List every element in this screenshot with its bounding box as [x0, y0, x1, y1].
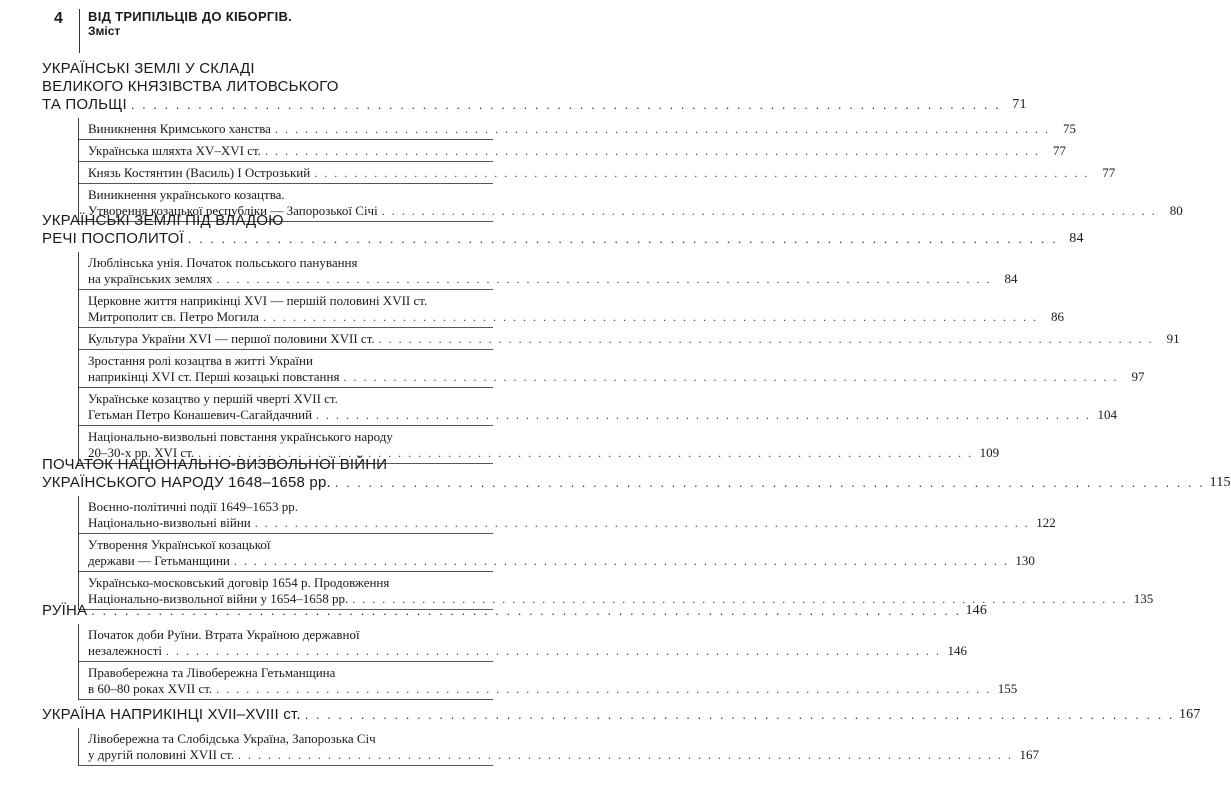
section-title-line: ВЕЛИКОГО КНЯЗІВСТВА ЛИТОВСЬКОГО	[42, 78, 339, 95]
dot-leader: . . . . . . . . . . . . . . . . . . . . . . . . . . . . . . . . . . . . . . . . . . . . . . . . . . . . . . . . . . . . . . . . . . . . . . . . . . . . . .	[304, 707, 1175, 722]
toc-entry[interactable]	[79, 140, 1066, 162]
page-number-ref: 130	[1015, 553, 1035, 568]
section-entries	[78, 496, 1154, 610]
section-title-last-text: РУЇНА	[42, 602, 88, 619]
entry-last-text: Утворення козацької республіки — Запорозької Січі	[88, 203, 378, 218]
entry-last-text: Національно-визвольні війни	[88, 515, 251, 530]
entry-last-row[interactable]	[88, 553, 1035, 569]
entry-last-row[interactable]	[88, 121, 1076, 137]
dot-leader: . . . . . . . . . . . . . . . . . . . . . . . . . . . . . . . . . . . . . . . . . . . . . . . . . . . . . . . . . . . . . . . . . . . . . . . . . . . . . .	[130, 97, 1001, 112]
section-title-last-row[interactable]	[42, 602, 988, 620]
section-title[interactable]	[42, 706, 1201, 724]
toc-section	[42, 456, 1231, 610]
entry-line: Люблінська унія. Початок польського панування	[88, 255, 358, 270]
entry-last-row[interactable]	[88, 681, 1018, 697]
entry-last-text: в 60–80 роках XVII ст.	[88, 681, 213, 696]
entry-last-row[interactable]	[88, 165, 1116, 181]
entry-last-text: Князь Костянтин (Василь) І Острозький	[88, 165, 311, 180]
section-title[interactable]	[42, 456, 1231, 492]
entry-line: Українсько-московський договір 1654 р. Продовження	[88, 575, 390, 590]
dot-leader: . . . . . . . . . . . . . . . . . . . . . . . . . . . . . . . . . . . . . . . . . . . . . . . . . . . . . . . . . . . . . . . . . . . . . . . . . . . . . .	[352, 592, 1128, 606]
toc-section	[42, 60, 1183, 222]
toc-entry[interactable]	[79, 624, 967, 662]
dot-leader: . . . . . . . . . . . . . . . . . . . . . . . . . . . . . . . . . . . . . . . . . . . . . . . . . . . . . . . . . . . . . . . . . . . . . . . . . . . . . .	[254, 516, 1030, 530]
entry-line: Правобережна та Лівобережна Гетьманщина	[88, 665, 336, 680]
dot-leader: . . . . . . . . . . . . . . . . . . . . . . . . . . . . . . . . . . . . . . . . . . . . . . . . . . . . . . . . . . . . . . . . . . . . . . . . . . . . . .	[378, 332, 1154, 346]
entry-line: Церковне життя наприкінці XVI — першій половині XVII ст.	[88, 293, 428, 308]
page-number-ref: 167	[1019, 747, 1039, 762]
toc-entry[interactable]	[79, 662, 1018, 700]
entry-line: Виникнення українського козацтва.	[88, 187, 285, 202]
page-number-ref: 71	[1012, 97, 1027, 112]
section-title-last-text: УКРАЇНСЬКОГО НАРОДУ 1648–1658 рр.	[42, 474, 331, 491]
entry-last-text: Культура України XVI — першої половини XVII ст.	[88, 331, 375, 346]
section-title-last-text: РЕЧІ ПОСПОЛИТОЇ	[42, 230, 184, 247]
entry-last-row[interactable]	[88, 309, 1064, 325]
entry-last-text: 20–30-х рр. XVI ст.	[88, 445, 195, 460]
toc-section	[42, 602, 1018, 700]
dot-leader: . . . . . . . . . . . . . . . . . . . . . . . . . . . . . . . . . . . . . . . . . . . . . . . . . . . . . . . . . . . . . . . . . . . . . . . . . . . . . .	[274, 122, 1050, 136]
toc-entry[interactable]	[79, 252, 1018, 290]
entry-last-text: держави — Гетьманщини	[88, 553, 230, 568]
page-number-ref: 77	[1052, 143, 1066, 158]
toc-entry[interactable]	[79, 118, 1076, 140]
entry-line: Національно-визвольні повстання українського народу	[88, 429, 393, 444]
section-entries	[78, 118, 1183, 222]
entry-line: Початок доби Руїни. Втрата Україною державної	[88, 627, 360, 642]
dot-leader: . . . . . . . . . . . . . . . . . . . . . . . . . . . . . . . . . . . . . . . . . . . . . . . . . . . . . . . . . . . . . . . . . . . . . . . . . . . . . .	[381, 204, 1157, 218]
dot-leader: . . . . . . . . . . . . . . . . . . . . . . . . . . . . . . . . . . . . . . . . . . . . . . . . . . . . . . . . . . . . . . . . . . . . . . . . . . . . . .	[316, 408, 1092, 422]
entry-last-text: Виникнення Кримського ханства	[88, 121, 271, 136]
page-number-ref: 109	[979, 445, 1000, 460]
section-title-last-row[interactable]	[42, 230, 1084, 248]
section-entries	[78, 624, 1018, 700]
page-number-ref: 104	[1097, 407, 1118, 422]
entry-line: Утворення Української козацької	[88, 537, 271, 552]
toc-section	[42, 706, 1201, 766]
dot-leader: . . . . . . . . . . . . . . . . . . . . . . . . . . . . . . . . . . . . . . . . . . . . . . . . . . . . . . . . . . . . . . . . . . . . . . . . . . . . . .	[187, 231, 1058, 246]
section-title-line: ПОЧАТОК НАЦІОНАЛЬНО-ВИЗВОЛЬНОЇ ВІЙНИ	[42, 456, 388, 473]
dot-leader: . . . . . . . . . . . . . . . . . . . . . . . . . . . . . . . . . . . . . . . . . . . . . . . . . . . . . . . . . . . . . . . . . . . . . . . . . . . . . .	[343, 370, 1119, 384]
page-number-ref: 97	[1131, 369, 1145, 384]
entry-last-row[interactable]	[88, 331, 1180, 347]
book-title: ВІД ТРИПІЛЬЦІВ ДО КІБОРГІВ.	[88, 9, 293, 24]
page-number-ref: 146	[965, 603, 988, 618]
toc-entry[interactable]	[79, 388, 1118, 426]
entry-line: Воєнно-політичні події 1649–1653 рр.	[88, 499, 299, 514]
toc-entry[interactable]	[79, 290, 1064, 328]
entry-last-text: наприкінці XVI ст. Перші козацькі повстання	[88, 369, 340, 384]
page-number-ref: 167	[1178, 707, 1201, 722]
section-entries	[78, 728, 1039, 766]
page-number-ref: 84	[1069, 231, 1084, 246]
section-title-line: УКРАЇНСЬКІ ЗЕМЛІ ПІД ВЛАДОЮ	[42, 212, 284, 229]
dot-leader: . . . . . . . . . . . . . . . . . . . . . . . . . . . . . . . . . . . . . . . . . . . . . . . . . . . . . . . . . . . . . . . . . . . . . . . . . . . . . .	[334, 475, 1205, 490]
page-number-ref: 115	[1209, 475, 1231, 490]
page-number-ref: 91	[1166, 331, 1180, 346]
dot-leader: . . . . . . . . . . . . . . . . . . . . . . . . . . . . . . . . . . . . . . . . . . . . . . . . . . . . . . . . . . . . . . . . . . . . . . . . . . . . . .	[166, 644, 941, 658]
page-number-ref: 84	[1004, 271, 1018, 286]
page-number-ref: 86	[1050, 309, 1064, 324]
toc-entry[interactable]	[79, 162, 1116, 184]
entry-last-text: на українських землях	[88, 271, 213, 286]
entry-last-text: у другій половині XVII ст.	[88, 747, 234, 762]
dot-leader: . . . . . . . . . . . . . . . . . . . . . . . . . . . . . . . . . . . . . . . . . . . . . . . . . . . . . . . . . . . . . . . . . . . . . . . . . . . . . .	[91, 603, 962, 618]
toc-entry[interactable]	[79, 534, 1035, 572]
page-number-ref: 122	[1036, 515, 1056, 530]
entry-last-row[interactable]	[88, 747, 1039, 763]
section-title-last-row[interactable]	[42, 96, 1027, 114]
entry-line: Зростання ролі козацтва в житті України	[88, 353, 313, 368]
section-title-last-text: ТА ПОЛЬЩІ	[42, 96, 127, 113]
section-entries	[78, 252, 1180, 464]
entry-last-text: Гетьман Петро Конашевич-Сагайдачний	[88, 407, 313, 422]
entry-last-row[interactable]	[88, 407, 1118, 423]
dot-leader: . . . . . . . . . . . . . . . . . . . . . . . . . . . . . . . . . . . . . . . . . . . . . . . . . . . . . . . . . . . . . . . . . . . . . . . . . . . . . .	[216, 682, 992, 696]
toc-section	[42, 212, 1180, 464]
dot-leader: . . . . . . . . . . . . . . . . . . . . . . . . . . . . . . . . . . . . . . . . . . . . . . . . . . . . . . . . . . . . . . . . . . . . . . . . . . . . . .	[216, 272, 992, 286]
toc-entry[interactable]	[79, 350, 1145, 388]
dot-leader: . . . . . . . . . . . . . . . . . . . . . . . . . . . . . . . . . . . . . . . . . . . . . . . . . . . . . . . . . . . . . . . . . . . . . . . . . . . . . .	[233, 554, 1009, 568]
entry-last-text: Національно-визвольної війни у 1654–1658 рр.	[88, 591, 349, 606]
toc-entry[interactable]	[79, 328, 1180, 350]
page-number-ref: 155	[997, 681, 1018, 696]
toc-entry[interactable]	[79, 728, 1039, 766]
section-title-last-row[interactable]	[42, 706, 1201, 724]
dot-leader: . . . . . . . . . . . . . . . . . . . . . . . . . . . . . . . . . . . . . . . . . . . . . . . . . . . . . . . . . . . . . . . . . . . . . . . . . . . . . .	[198, 446, 974, 460]
entry-line: Лівобережна та Слобідська Україна, Запорозька Січ	[88, 731, 376, 746]
page-number: 4	[54, 10, 63, 27]
entry-last-text: Митрополит св. Петро Могила	[88, 309, 259, 324]
book-subtitle: Зміст	[88, 24, 121, 38]
dot-leader: . . . . . . . . . . . . . . . . . . . . . . . . . . . . . . . . . . . . . . . . . . . . . . . . . . . . . . . . . . . . . . . . . . . . . . . . . . . . . .	[314, 166, 1090, 180]
section-title[interactable]	[42, 602, 988, 620]
section-title[interactable]	[42, 212, 1084, 248]
toc-entry[interactable]	[79, 496, 1056, 534]
entry-line: Українське козацтво у першій чверті XVII ст.	[88, 391, 338, 406]
entry-last-row[interactable]	[88, 643, 967, 659]
dot-leader: . . . . . . . . . . . . . . . . . . . . . . . . . . . . . . . . . . . . . . . . . . . . . . . . . . . . . . . . . . . . . . . . . . . . . . . . . . . . . .	[237, 748, 1013, 762]
section-title-last-text: УКРАЇНА НАПРИКІНЦІ XVII–XVIII ст.	[42, 706, 301, 723]
entry-last-row[interactable]	[88, 515, 1056, 531]
entry-last-row[interactable]	[88, 143, 1066, 159]
entry-last-text: незалежності	[88, 643, 162, 658]
section-title-line: УКРАЇНСЬКІ ЗЕМЛІ У СКЛАДІ	[42, 60, 255, 77]
section-title[interactable]	[42, 60, 1027, 114]
page-number-ref: 135	[1133, 591, 1154, 606]
entry-last-text: Українська шляхта XV–XVI ст.	[88, 143, 261, 158]
page-number-ref: 75	[1062, 121, 1076, 136]
page-number-ref: 77	[1102, 165, 1116, 180]
dot-leader: . . . . . . . . . . . . . . . . . . . . . . . . . . . . . . . . . . . . . . . . . . . . . . . . . . . . . . . . . . . . . . . . . . . . . . . . . . . . . .	[264, 144, 1040, 158]
page-number-ref: 80	[1169, 203, 1183, 218]
page-number-ref: 146	[947, 643, 967, 658]
entry-last-row[interactable]	[88, 271, 1018, 287]
section-title-last-row[interactable]	[42, 474, 1231, 492]
entry-last-row[interactable]	[88, 369, 1145, 385]
dot-leader: . . . . . . . . . . . . . . . . . . . . . . . . . . . . . . . . . . . . . . . . . . . . . . . . . . . . . . . . . . . . . . . . . . . . . . . . . . . . . .	[262, 310, 1038, 324]
